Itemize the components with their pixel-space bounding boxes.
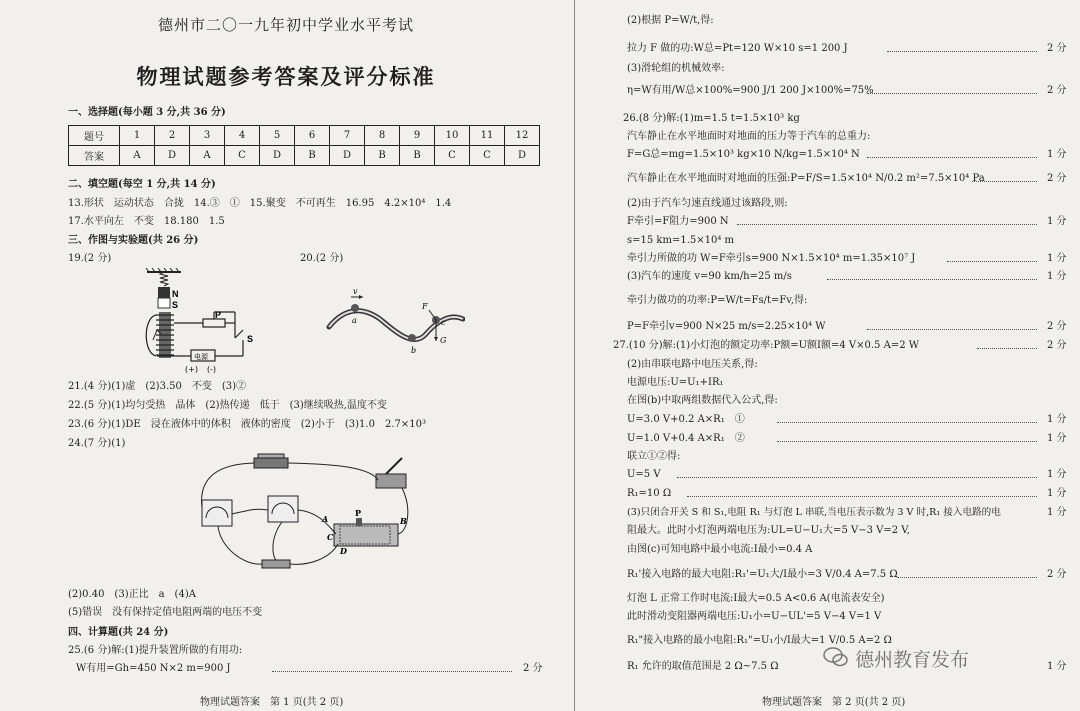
score-label: 2 分 xyxy=(1047,85,1067,96)
score-label: 2 分 xyxy=(1047,43,1067,54)
diagram-label: P xyxy=(355,508,362,518)
diagram-label: b xyxy=(411,346,417,355)
page-footer: 物理试题答案 第 2 页(共 2 页) xyxy=(762,697,906,708)
score-label: 1 分 xyxy=(1047,469,1067,480)
answer-line: 拉力 F 做的功:W总=Pt=120 W×10 s=1 200 J xyxy=(627,43,848,54)
answer-line: 在图(b)中取两组数据代入公式,得: xyxy=(627,395,778,406)
dotted-leader xyxy=(947,261,1037,262)
answer-line: U=1.0 V+0.4 A×R₁ ② xyxy=(627,433,745,444)
diagram-label: (-) xyxy=(207,365,216,374)
table-cell: D xyxy=(505,146,540,166)
answer-page-2 xyxy=(577,0,1080,711)
score-label: 1 分 xyxy=(1047,507,1067,518)
diagram-label: a xyxy=(352,316,357,325)
table-cell: 3 xyxy=(190,126,225,146)
answer-line: (3)滑轮组的机械效率: xyxy=(627,63,725,74)
answer-line: 13.形状 运动状态 合拢 14.③ ① 15.聚变 不可再生 16.95 4.2×10⁴ 1.4 xyxy=(68,198,452,209)
table-cell: D xyxy=(330,146,365,166)
score-label: 1 分 xyxy=(1047,433,1067,444)
diagram-label: c xyxy=(441,318,446,327)
diagram-label: P xyxy=(215,310,222,320)
answer-line: 阻最大。此时小灯泡两端电压为:UL=U−U₁大=5 V−3 V=2 V, xyxy=(627,525,910,536)
answer-line: 汽车静止在水平地面时对地面的压力等于汽车的总重力: xyxy=(627,131,871,142)
table-cell: 8 xyxy=(365,126,400,146)
answer-line: 27.(10 分)解:(1)小灯泡的额定功率:P额=U额I额=4 V×0.5 A=2 W xyxy=(613,340,920,351)
table-cell: C xyxy=(470,146,505,166)
answer-line: (2)由串联电路中电压关系,得: xyxy=(627,359,758,370)
diagram-label: v xyxy=(353,287,358,296)
diagram-label: 电源 xyxy=(194,353,208,361)
section-heading-fill: 二、填空题(每空 1 分,共 14 分) xyxy=(68,179,216,190)
dotted-leader xyxy=(897,577,1037,578)
score-label: 1 分 xyxy=(1047,216,1067,227)
answer-line: 21.(4 分)(1)虚 (2)3.50 不变 (3)② xyxy=(68,381,247,392)
score-label: 1 分 xyxy=(1047,149,1067,160)
table-cell: A xyxy=(190,146,225,166)
table-cell: 答案 xyxy=(69,146,120,166)
answer-line: R₁ 允许的取值范围是 2 Ω~7.5 Ω xyxy=(627,661,779,672)
table-cell: C xyxy=(435,146,470,166)
dotted-leader xyxy=(867,329,1037,330)
electromagnet-circuit-diagram xyxy=(135,268,270,380)
answer-line: 牵引力所做的功 W=F牵引s=900 N×1.5×10⁴ m=1.35×10⁷ J xyxy=(627,253,916,264)
table-row-answers xyxy=(69,146,540,166)
diagram-label: (+) xyxy=(185,365,198,374)
answer-line: R₁"接入电路的最小电阻:R₁"=U₁小/I最大=1 V/0.5 A=2 Ω xyxy=(627,635,892,646)
section-heading-calc: 四、计算题(共 24 分) xyxy=(68,627,169,638)
page-footer: 物理试题答案 第 1 页(共 2 页) xyxy=(200,697,344,708)
answer-line: 牵引力做功的功率:P=W/t=Fs/t=Fv,得: xyxy=(627,295,808,306)
answer-line: 汽车静止在水平地面时对地面的压强:P=F/S=1.5×10⁴ N/0.2 m²=7.5×10⁴ Pa xyxy=(627,173,985,184)
table-cell: 11 xyxy=(470,126,505,146)
answer-line: (2)由于汽车匀速直线通过该路段,则: xyxy=(627,198,788,209)
answer-line: R₁'接入电路的最大电阻:R₁'=U₁大/I最小=3 V/0.4 A=7.5 Ω xyxy=(627,569,898,580)
page-title: 物理试题参考答案及评分标准 xyxy=(136,64,436,89)
answer-line: U=3.0 V+0.2 A×R₁ ① xyxy=(627,414,745,425)
circuit-wiring-diagram xyxy=(190,448,430,580)
answer-line: 26.(8 分)解:(1)m=1.5 t=1.5×10³ kg xyxy=(623,113,800,124)
diagram-label: C xyxy=(327,532,334,542)
force-diagram-track xyxy=(325,285,465,360)
score-label: 2 分 xyxy=(1047,340,1067,351)
answer-line: (3)汽车的速度 v=90 km/h=25 m/s xyxy=(627,271,792,282)
table-cell: 2 xyxy=(155,126,190,146)
answer-line: 25.(6 分)解:(1)提升装置所做的有用功: xyxy=(68,645,243,656)
score-label: 1 分 xyxy=(1047,661,1067,672)
page-divider xyxy=(574,0,575,711)
exam-title: 德州市二〇一九年初中学业水平考试 xyxy=(157,16,414,34)
score-label: 1 分 xyxy=(1047,414,1067,425)
answer-line: 20.(2 分) xyxy=(300,253,344,264)
answer-line: 电源电压:U=U₁+IR₁ xyxy=(627,377,724,388)
answer-line: U=5 V xyxy=(627,469,661,480)
table-cell: 12 xyxy=(505,126,540,146)
answer-line: s=15 km=1.5×10⁴ m xyxy=(627,235,735,246)
score-label: 1 分 xyxy=(1047,271,1067,282)
table-cell: 4 xyxy=(225,126,260,146)
table-cell: 6 xyxy=(295,126,330,146)
score-label: 1 分 xyxy=(1047,253,1067,264)
answer-line: (2)根据 P=W/t,得: xyxy=(627,15,714,26)
watermark: 德州教育发布 xyxy=(855,649,970,671)
table-cell: B xyxy=(365,146,400,166)
diagram-label: G xyxy=(440,336,447,345)
answer-line: 灯泡 L 正常工作时电流:I最大=0.5 A<0.6 A(电流表安全) xyxy=(627,593,885,604)
answer-line: P=F牵引v=900 N×25 m/s=2.25×10⁴ W xyxy=(627,321,826,332)
dotted-leader xyxy=(687,496,1037,497)
table-cell: A xyxy=(120,146,155,166)
dotted-leader xyxy=(827,279,1037,280)
diagram-label: B xyxy=(400,516,407,526)
score-label: 1 分 xyxy=(1047,488,1067,499)
dotted-leader xyxy=(272,671,512,672)
diagram-label: D xyxy=(340,546,347,556)
answer-line: (3)只闭合开关 S 和 S₁,电阻 R₁ 与灯泡 L 串联,当电压表示数为 3 V 时,R₁ 接入电路的电 xyxy=(627,507,1001,518)
dotted-leader xyxy=(737,224,1037,225)
answer-line: 由图(c)可知电路中最小电流:I最小=0.4 A xyxy=(627,544,813,555)
table-cell: 题号 xyxy=(69,126,120,146)
table-cell: D xyxy=(155,146,190,166)
dotted-leader xyxy=(977,348,1037,349)
dotted-leader xyxy=(677,477,1037,478)
dotted-leader xyxy=(887,51,1037,52)
answer-line: 22.(5 分)(1)均匀受热 晶体 (2)热传递 低于 (3)继续吸热,温度不变 xyxy=(68,400,387,411)
table-cell: B xyxy=(400,146,435,166)
score-label: 2 分 xyxy=(523,663,543,674)
answer-line: R₁=10 Ω xyxy=(627,488,672,499)
answer-line: W有用=Gh=450 N×2 m=900 J xyxy=(76,663,231,674)
table-row-numbers xyxy=(69,126,540,146)
section-heading-experiment: 三、作图与实验题(共 26 分) xyxy=(68,235,199,246)
dotted-leader xyxy=(777,441,1037,442)
dotted-leader xyxy=(972,181,1037,182)
dotted-leader xyxy=(867,93,1037,94)
section-heading-choice: 一、选择题(每小题 3 分,共 36 分) xyxy=(68,107,226,118)
table-cell: 5 xyxy=(260,126,295,146)
answer-line: 19.(2 分) xyxy=(68,253,112,264)
wechat-icon xyxy=(822,646,850,668)
table-cell: 1 xyxy=(120,126,155,146)
diagram-label: F xyxy=(422,302,428,311)
table-cell: 10 xyxy=(435,126,470,146)
score-label: 2 分 xyxy=(1047,321,1067,332)
answer-line: F牵引=F阻力=900 N xyxy=(627,216,729,227)
score-label: 2 分 xyxy=(1047,173,1067,184)
diagram-label: N xyxy=(172,289,179,299)
answer-line: (5)错误 没有保持定值电阻两端的电压不变 xyxy=(68,607,263,618)
table-cell: B xyxy=(295,146,330,166)
answer-line: 23.(6 分)(1)DE 浸在液体中的体积 液体的密度 (2)小于 (3)1.0 2.7×10³ xyxy=(68,419,426,430)
table-cell: C xyxy=(225,146,260,166)
answer-table xyxy=(68,125,540,166)
answer-line: 联立①②得: xyxy=(627,451,681,462)
table-cell: 9 xyxy=(400,126,435,146)
table-cell: 7 xyxy=(330,126,365,146)
answer-line: 此时滑动变阻器两端电压:U₁小=U−UL'=5 V−4 V=1 V xyxy=(627,611,882,622)
table-cell: D xyxy=(260,146,295,166)
dotted-leader xyxy=(777,422,1037,423)
diagram-label: S xyxy=(247,334,254,344)
answer-line: η=W有用/W总×100%=900 J/1 200 J×100%=75% xyxy=(627,85,874,96)
answer-line: 17.水平向左 不变 18.180 1.5 xyxy=(68,216,225,227)
answer-line: (2)0.40 (3)正比 a (4)A xyxy=(68,589,196,600)
answer-line: 24.(7 分)(1) xyxy=(68,438,126,449)
dotted-leader xyxy=(867,157,1037,158)
diagram-label: S xyxy=(172,300,179,310)
answer-line: F=G总=mg=1.5×10³ kg×10 N/kg=1.5×10⁴ N xyxy=(627,149,860,160)
diagram-label: A xyxy=(322,514,329,524)
score-label: 2 分 xyxy=(1047,569,1067,580)
